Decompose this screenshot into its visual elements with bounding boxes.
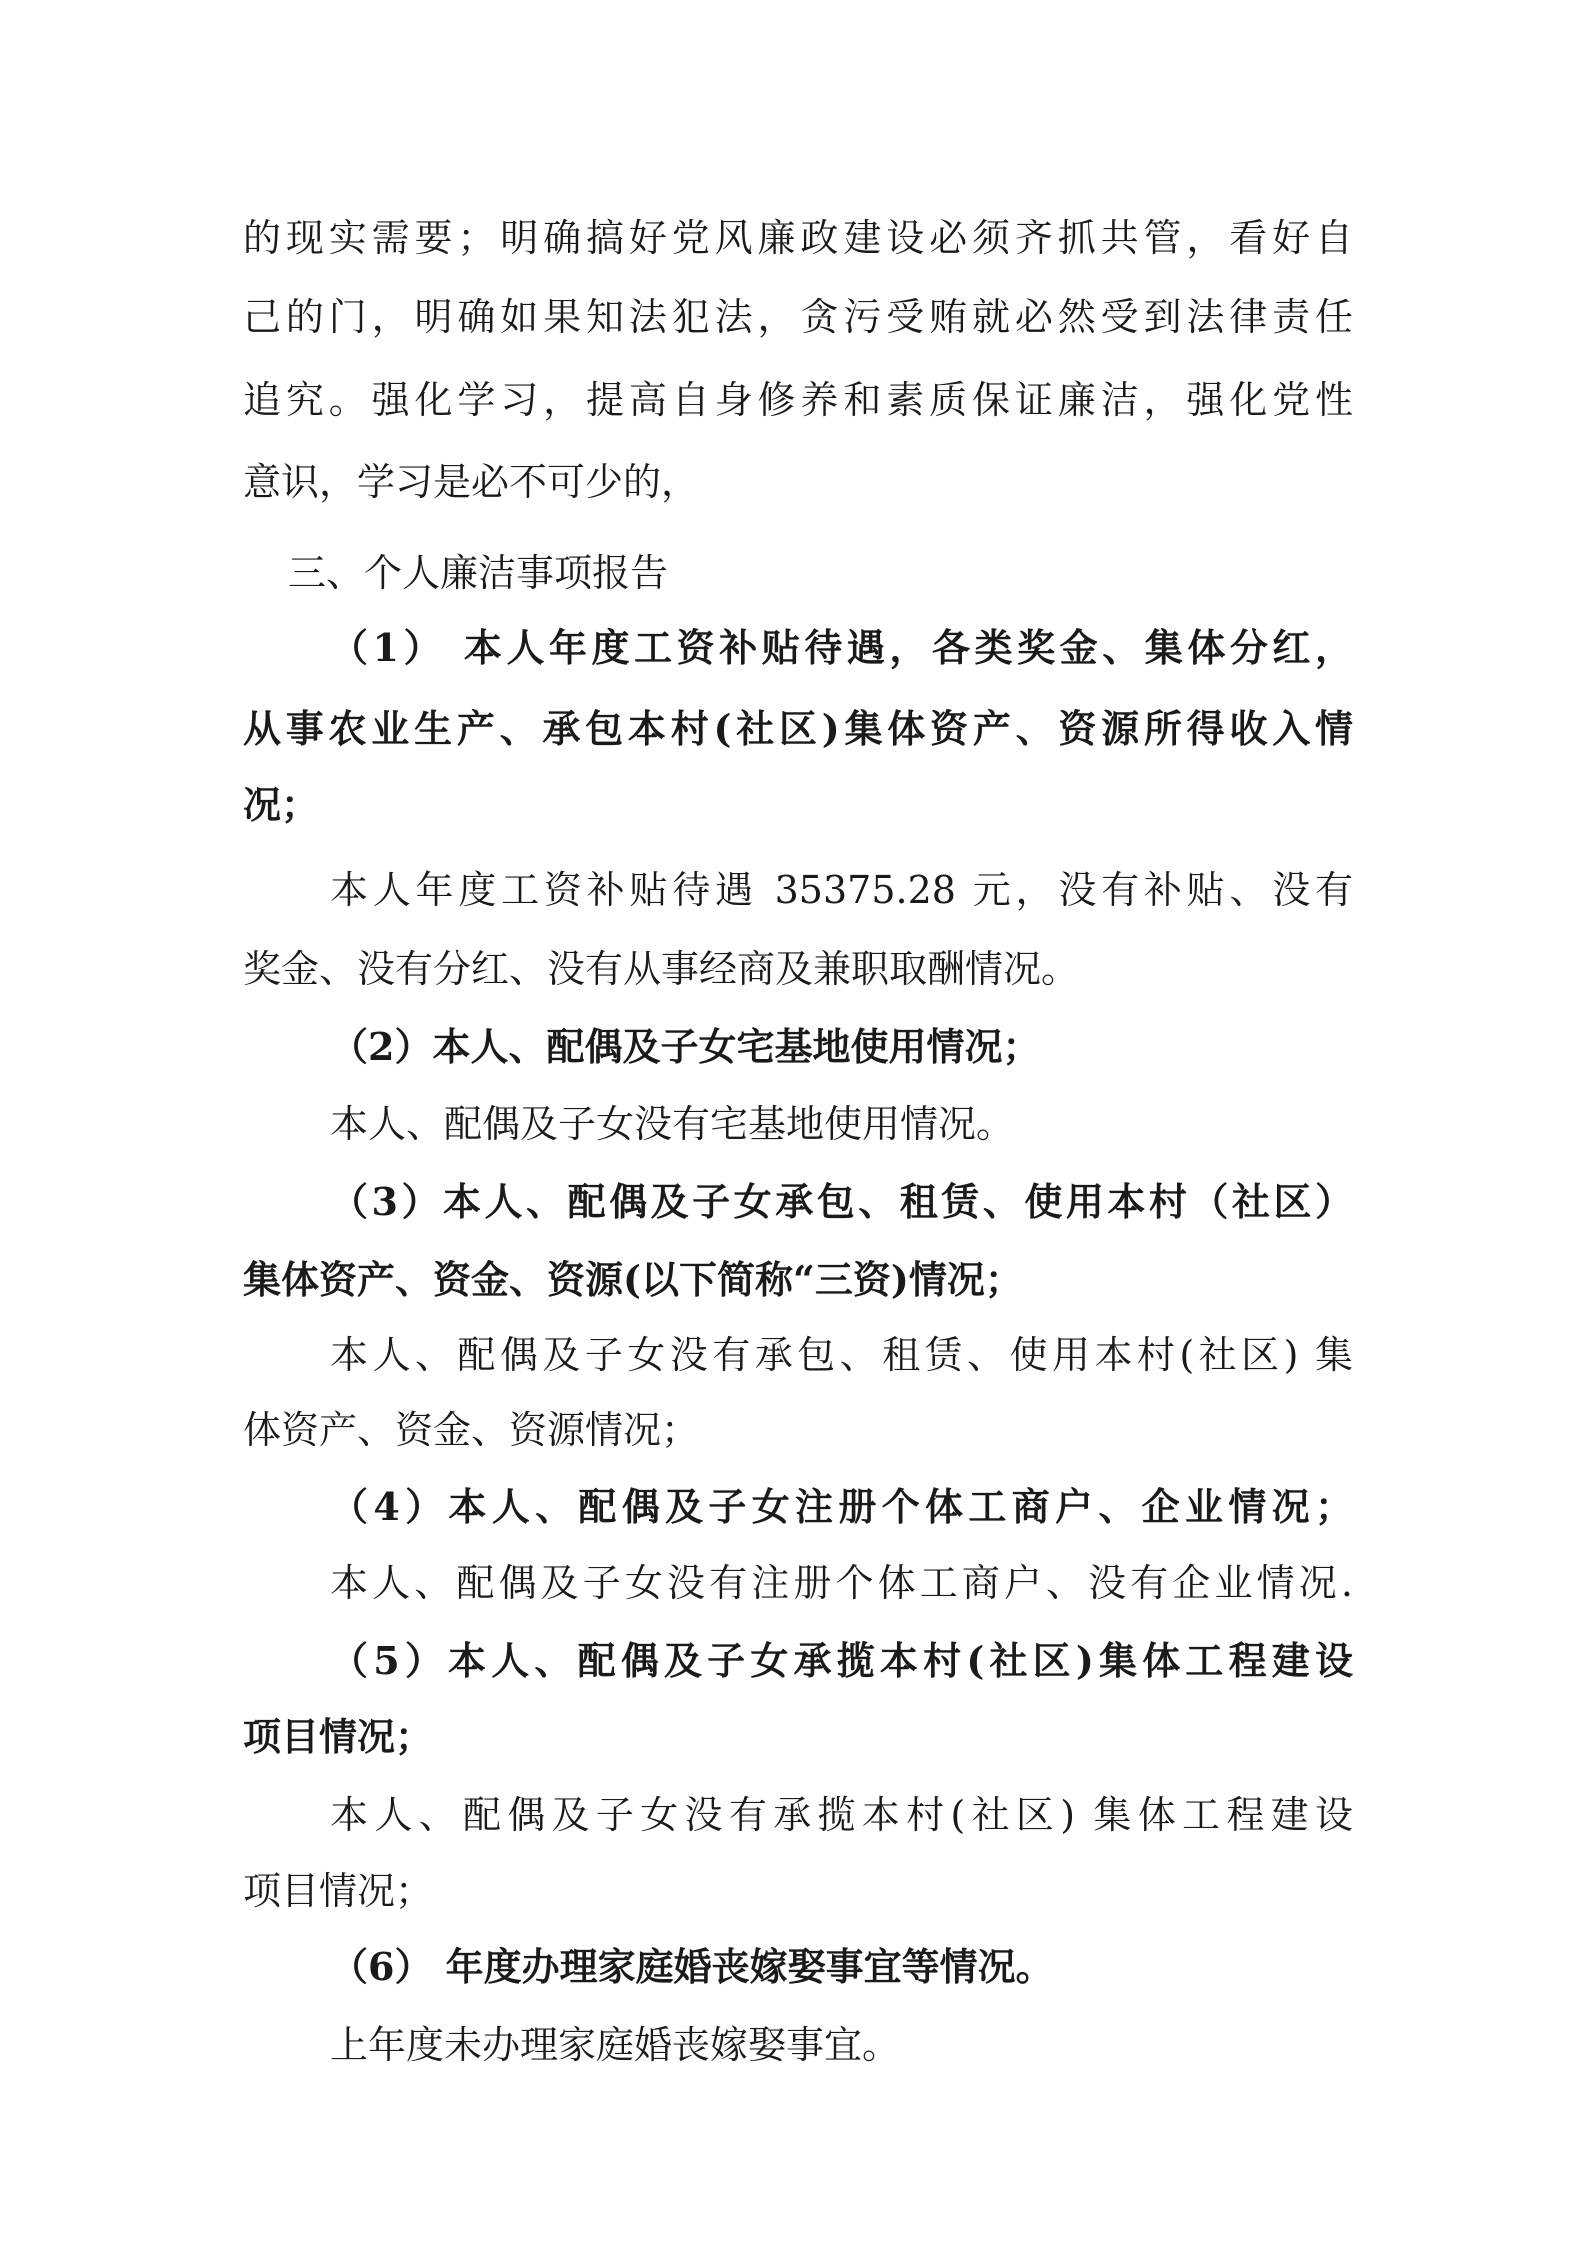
item-answer-5: 本人、配偶及子女没有承揽本村(社区) 集体工程建设 [330,1793,1353,1837]
item-heading-6: （6） 年度办理家庭婚丧嫁娶事宜等情况。 [330,1944,1054,1989]
paragraph-line: 意识，学习是必不可少的， [243,460,700,504]
item-answer-3: 本人、配偶及子女没有承包、租赁、使用本村(社区) 集 [330,1333,1353,1377]
item-heading-1-end: 况； [243,782,320,827]
section-heading: 三、个人廉洁事项报告 [288,551,669,595]
item-answer-1-cont: 奖金、没有分红、没有从事经商及兼职取酬情况。 [243,947,1080,991]
item-heading-1-cont: 从事农业生产、承包本村(社区)集体资产、资源所得收入情 [243,706,1353,751]
item-answer-1: 本人年度工资补贴待遇 35375.28 元，没有补贴、没有 [330,868,1353,912]
item-answer-3-cont: 体资产、资金、资源情况； [243,1408,700,1452]
item-heading-2: （2）本人、配偶及子女宅基地使用情况； [330,1024,1041,1069]
item-heading-5: （5）本人、配偶及子女承揽本村(社区)集体工程建设 [330,1638,1353,1683]
paragraph-line: 的现实需要；明确搞好党风廉政建设必须齐抓共管，看好自 [243,216,1353,260]
item-heading-3: （3）本人、配偶及子女承包、租赁、使用本村（社区） [330,1179,1353,1224]
item-heading-4: （4）本人、配偶及子女注册个体工商户、企业情况； [330,1484,1353,1529]
item-answer-5-cont: 项目情况； [243,1869,434,1913]
item-heading-3-cont: 集体资产、资金、资源(以下简称“三资)情况； [243,1257,1023,1302]
item-answer-2: 本人、配偶及子女没有宅基地使用情况。 [330,1102,1015,1146]
item-answer-6: 上年度未办理家庭婚丧嫁娶事宜。 [330,2023,901,2067]
paragraph-line: 追究。强化学习，提高自身修养和素质保证廉洁，强化党性 [243,378,1353,422]
paragraph-line: 己的门，明确如果知法犯法，贪污受贿就必然受到法律责任 [243,295,1353,339]
item-heading-5-cont: 项目情况； [243,1714,434,1759]
item-answer-4: 本人、配偶及子女没有注册个体工商户、没有企业情况. [330,1561,1353,1605]
item-heading-1: （1） 本人年度工资补贴待遇，各类奖金、集体分红， [330,625,1353,670]
